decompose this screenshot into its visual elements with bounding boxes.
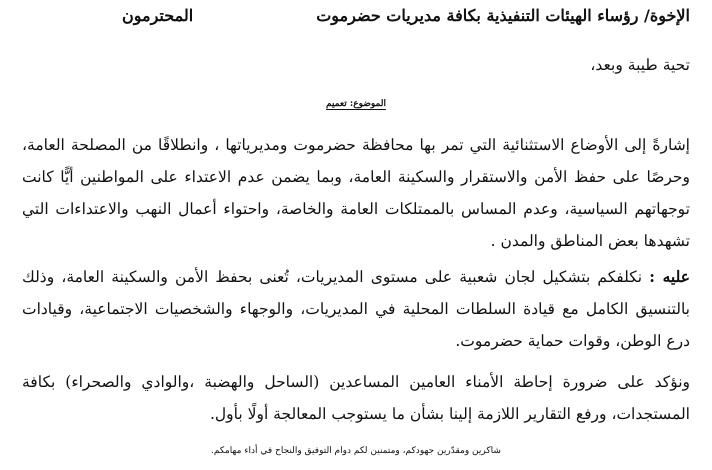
paragraph1-line: إشارةً إلى الأوضاع الاستثنائية التي تمر بها محافظة حضرموت ومديرياتها ، وانطلاقًا من المصلحة العامة، — [22, 136, 690, 154]
subject-text: الموضوع: تعميم — [326, 99, 386, 109]
paragraph2-lead: عليه : — [649, 267, 690, 286]
subject-heading — [0, 94, 712, 114]
address-honorific: المحترمون — [122, 6, 194, 25]
paragraph1-line: تشهدها بعض المناطق والمدن . — [490, 232, 690, 250]
paragraph1-line: توجهاتهم السياسية، وعدم المساس بالممتلكات العامة والخاصة، واحتواء أعمال النهب والاعتداءات التي — [22, 200, 690, 218]
address-recipients: الإخوة/ رؤساء الهيئات التنفيذية بكافة مديريات حضرموت — [316, 6, 690, 25]
paragraph3-line: ونؤكد على ضرورة إحاطة الأمناء العامين المساعدين (الساحل والهضبة ،والوادي والصحراء) بكافة — [22, 373, 690, 391]
paragraph2-line: بالتنسيق الكامل مع قيادة السلطات المحلية في المديريات، والوجهاء والشخصيات الاجتماعية، وقيادات — [22, 300, 690, 318]
closing-line: شاكرين ومقدّرين جهودكم، ومتمنين لكم دوام التوفيق والنجاح في أداء مهامكم. — [211, 446, 501, 456]
paragraph1-line: وحرصًا على حفظ الأمن والاستقرار والسكينة العامة، وبما يضمن عدم الاعتداء على المواطنين أيًّا كانت — [22, 168, 690, 186]
paragraph2-line-text: نكلفكم بتشكيل لجان شعبية على مستوى المديريات، تُعنى بحفظ الأمن والسكينة العامة، وذلك — [22, 268, 643, 286]
paragraph3-line: المستجدات، ورفع التقارير اللازمة إلينا بشأن ما يستوجب المعالجة أولًا بأول. — [209, 405, 690, 423]
greeting: تحية طيبة وبعد، — [590, 56, 690, 74]
paragraph2-line — [22, 267, 690, 287]
paragraph2-line: درع الوطن، وقوات حماية حضرموت. — [455, 332, 690, 350]
